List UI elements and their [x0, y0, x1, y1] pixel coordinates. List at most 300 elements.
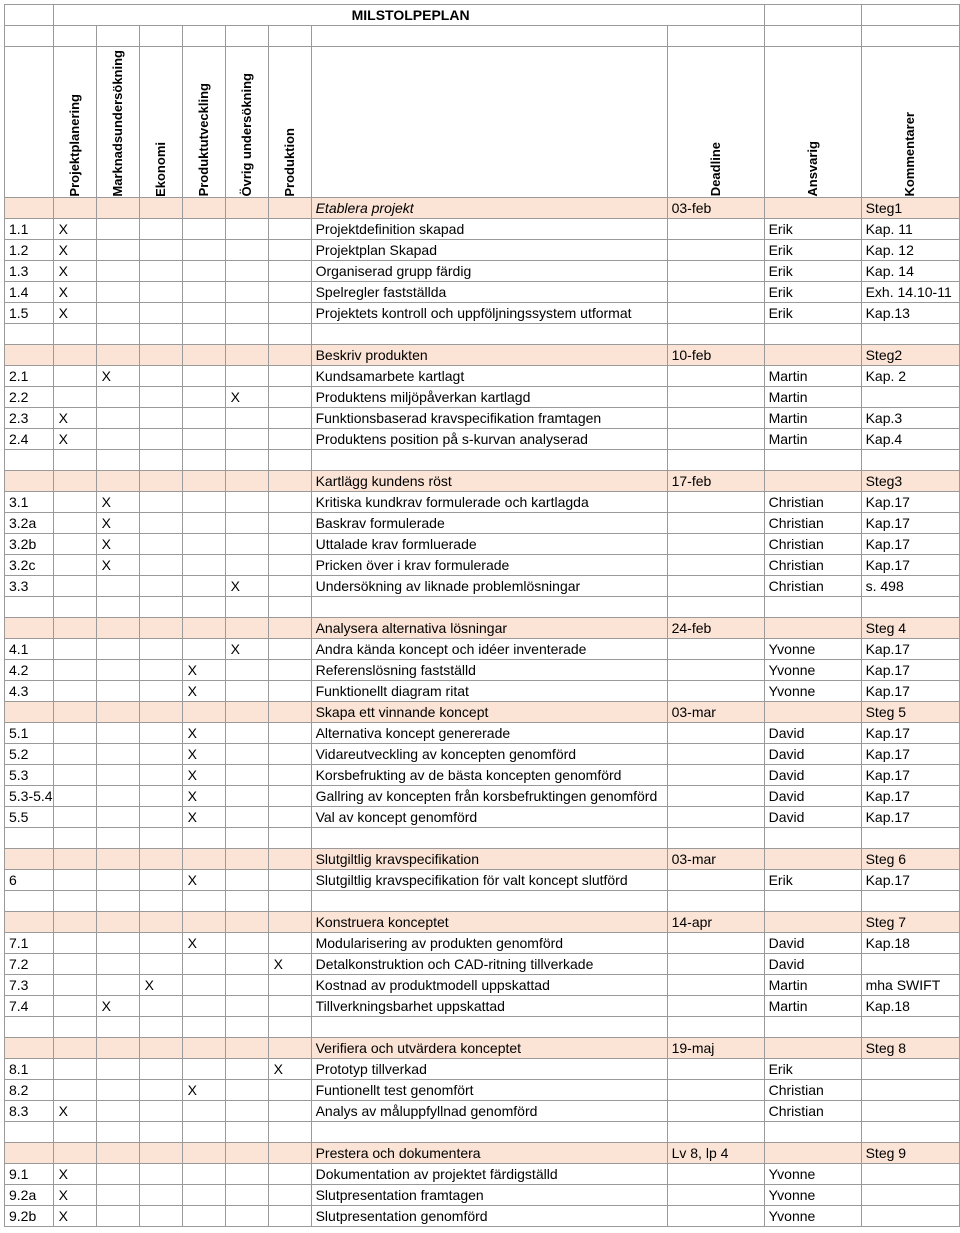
cell[interactable] — [139, 1142, 182, 1163]
responsible-cell[interactable]: Martin — [764, 995, 861, 1016]
deadline-cell[interactable] — [667, 869, 764, 890]
header-projektplanering[interactable]: Projektplanering — [53, 47, 96, 198]
header-produktion[interactable]: Produktion — [268, 47, 311, 198]
cell[interactable] — [53, 1079, 96, 1100]
comment-cell[interactable] — [861, 953, 959, 974]
cell[interactable] — [139, 344, 182, 365]
cell[interactable] — [764, 596, 861, 617]
cell[interactable] — [139, 512, 182, 533]
cell[interactable] — [225, 512, 268, 533]
cell[interactable] — [139, 449, 182, 470]
task-cell[interactable]: Tillverkningsbarhet uppskattad — [311, 995, 667, 1016]
cell[interactable] — [53, 596, 96, 617]
cell[interactable] — [861, 449, 959, 470]
task-cell[interactable]: Korsbefrukting av de bästa koncepten genomförd — [311, 764, 667, 785]
cell[interactable] — [182, 197, 225, 218]
cell[interactable] — [139, 1079, 182, 1100]
responsible-cell[interactable]: Christian — [764, 554, 861, 575]
responsible-cell[interactable]: Yvonne — [764, 659, 861, 680]
cell[interactable] — [311, 449, 667, 470]
cell[interactable] — [268, 1205, 311, 1226]
responsible-cell[interactable]: David — [764, 743, 861, 764]
comment-cell[interactable]: Kap.17 — [861, 638, 959, 659]
comment-cell[interactable]: Steg 4 — [861, 617, 959, 638]
cell[interactable] — [139, 281, 182, 302]
cell[interactable] — [96, 1142, 139, 1163]
cell[interactable] — [268, 239, 311, 260]
task-cell[interactable]: Produktens miljöpåverkan kartlagd — [311, 386, 667, 407]
cell[interactable] — [53, 638, 96, 659]
comment-cell[interactable]: Kap.17 — [861, 680, 959, 701]
phase-title[interactable]: Analysera alternativa lösningar — [311, 617, 667, 638]
responsible-cell[interactable]: Yvonne — [764, 1205, 861, 1226]
deadline-cell[interactable] — [667, 260, 764, 281]
row-number[interactable]: 5.1 — [5, 722, 54, 743]
cell[interactable] — [139, 617, 182, 638]
cell[interactable] — [5, 344, 54, 365]
cell[interactable] — [225, 344, 268, 365]
cell[interactable] — [268, 743, 311, 764]
cell[interactable] — [182, 890, 225, 911]
cell[interactable] — [861, 827, 959, 848]
cell[interactable] — [96, 869, 139, 890]
deadline-cell[interactable]: 17-feb — [667, 470, 764, 491]
cell[interactable] — [139, 1163, 182, 1184]
cell[interactable] — [96, 449, 139, 470]
cell[interactable] — [96, 302, 139, 323]
phase-title[interactable]: Etablera projekt — [311, 197, 667, 218]
check-mark[interactable]: X — [96, 995, 139, 1016]
cell[interactable] — [667, 1016, 764, 1037]
cell[interactable] — [182, 239, 225, 260]
cell[interactable] — [96, 659, 139, 680]
cell[interactable] — [182, 344, 225, 365]
row-number[interactable]: 5.3-5.4 — [5, 785, 54, 806]
responsible-cell[interactable]: Erik — [764, 260, 861, 281]
cell[interactable] — [311, 890, 667, 911]
task-cell[interactable]: Produktens position på s-kurvan analyserad — [311, 428, 667, 449]
phase-title[interactable]: Verifiera och utvärdera konceptet — [311, 1037, 667, 1058]
check-mark[interactable]: X — [96, 512, 139, 533]
cell[interactable] — [53, 470, 96, 491]
cell[interactable] — [53, 701, 96, 722]
responsible-cell[interactable]: Erik — [764, 869, 861, 890]
task-cell[interactable]: Modularisering av produkten genomförd — [311, 932, 667, 953]
cell[interactable] — [225, 302, 268, 323]
cell[interactable] — [268, 638, 311, 659]
header-marknadsundersokning[interactable]: Marknadsundersökning — [96, 47, 139, 198]
cell[interactable] — [182, 1142, 225, 1163]
cell[interactable] — [53, 365, 96, 386]
cell[interactable] — [268, 554, 311, 575]
cell[interactable] — [268, 575, 311, 596]
row-number[interactable]: 7.3 — [5, 974, 54, 995]
cell[interactable] — [182, 827, 225, 848]
cell[interactable] — [268, 596, 311, 617]
cell[interactable] — [5, 848, 54, 869]
cell[interactable] — [139, 470, 182, 491]
deadline-cell[interactable] — [667, 953, 764, 974]
task-cell[interactable]: Undersökning av liknade problemlösningar — [311, 575, 667, 596]
cell[interactable] — [53, 995, 96, 1016]
row-number[interactable]: 9.2b — [5, 1205, 54, 1226]
comment-cell[interactable]: Kap. 14 — [861, 260, 959, 281]
responsible-cell[interactable]: Christian — [764, 1079, 861, 1100]
comment-cell[interactable]: Kap.17 — [861, 869, 959, 890]
check-mark[interactable]: X — [182, 869, 225, 890]
deadline-cell[interactable] — [667, 995, 764, 1016]
header-ansvarig[interactable]: Ansvarig — [764, 47, 861, 198]
cell[interactable] — [96, 1079, 139, 1100]
cell[interactable] — [182, 1184, 225, 1205]
check-mark[interactable]: X — [53, 218, 96, 239]
cell[interactable] — [764, 1121, 861, 1142]
cell[interactable] — [268, 806, 311, 827]
cell[interactable] — [53, 890, 96, 911]
responsible-cell[interactable]: Christian — [764, 533, 861, 554]
deadline-cell[interactable] — [667, 302, 764, 323]
cell[interactable] — [53, 659, 96, 680]
cell[interactable] — [53, 785, 96, 806]
deadline-cell[interactable] — [667, 1184, 764, 1205]
row-number[interactable]: 8.1 — [5, 1058, 54, 1079]
task-cell[interactable]: Prototyp tillverkad — [311, 1058, 667, 1079]
task-cell[interactable]: Val av koncept genomförd — [311, 806, 667, 827]
cell[interactable] — [182, 974, 225, 995]
cell[interactable] — [182, 638, 225, 659]
cell[interactable] — [225, 764, 268, 785]
cell[interactable] — [225, 806, 268, 827]
check-mark[interactable]: X — [182, 659, 225, 680]
cell[interactable] — [182, 281, 225, 302]
deadline-cell[interactable] — [667, 575, 764, 596]
task-cell[interactable]: Vidareutveckling av koncepten genomförd — [311, 743, 667, 764]
cell[interactable] — [53, 764, 96, 785]
cell[interactable] — [5, 701, 54, 722]
cell[interactable] — [96, 1016, 139, 1037]
row-number[interactable]: 5.3 — [5, 764, 54, 785]
cell[interactable] — [96, 743, 139, 764]
cell[interactable] — [268, 1184, 311, 1205]
task-cell[interactable]: Dokumentation av projektet färdigställd — [311, 1163, 667, 1184]
cell[interactable] — [96, 890, 139, 911]
cell[interactable] — [225, 1079, 268, 1100]
comment-cell[interactable] — [861, 1205, 959, 1226]
cell[interactable] — [5, 890, 54, 911]
cell[interactable] — [225, 197, 268, 218]
cell[interactable] — [96, 722, 139, 743]
deadline-cell[interactable] — [667, 512, 764, 533]
task-cell[interactable]: Andra kända koncept och idéer inventerade — [311, 638, 667, 659]
cell[interactable] — [225, 1121, 268, 1142]
cell[interactable] — [139, 911, 182, 932]
deadline-cell[interactable] — [667, 722, 764, 743]
task-cell[interactable]: Organiserad grupp färdig — [311, 260, 667, 281]
comment-cell[interactable]: Kap.3 — [861, 407, 959, 428]
comment-cell[interactable]: Steg1 — [861, 197, 959, 218]
cell[interactable] — [53, 680, 96, 701]
cell[interactable] — [225, 281, 268, 302]
cell[interactable] — [139, 197, 182, 218]
cell[interactable] — [311, 596, 667, 617]
responsible-cell[interactable]: Erik — [764, 1058, 861, 1079]
cell[interactable] — [764, 890, 861, 911]
header-ovrig-undersokning[interactable]: Övrig undersökning — [225, 47, 268, 198]
cell[interactable] — [53, 491, 96, 512]
responsible-cell[interactable]: David — [764, 932, 861, 953]
cell[interactable] — [225, 869, 268, 890]
deadline-cell[interactable] — [667, 680, 764, 701]
check-mark[interactable]: X — [53, 1163, 96, 1184]
comment-cell[interactable]: Kap.18 — [861, 995, 959, 1016]
comment-cell[interactable]: Kap.17 — [861, 722, 959, 743]
comment-cell[interactable]: Steg 9 — [861, 1142, 959, 1163]
deadline-cell[interactable]: 14-apr — [667, 911, 764, 932]
cell[interactable] — [268, 512, 311, 533]
cell[interactable] — [268, 449, 311, 470]
comment-cell[interactable] — [861, 1163, 959, 1184]
cell[interactable] — [5, 1142, 54, 1163]
check-mark[interactable]: X — [53, 260, 96, 281]
cell[interactable] — [5, 323, 54, 344]
cell[interactable] — [96, 470, 139, 491]
cell[interactable] — [139, 1016, 182, 1037]
cell[interactable] — [96, 1100, 139, 1121]
row-number[interactable]: 7.1 — [5, 932, 54, 953]
cell[interactable] — [5, 1016, 54, 1037]
cell[interactable] — [861, 596, 959, 617]
cell[interactable] — [53, 1058, 96, 1079]
deadline-cell[interactable]: 03-mar — [667, 848, 764, 869]
cell[interactable] — [225, 533, 268, 554]
row-number[interactable]: 3.2a — [5, 512, 54, 533]
deadline-cell[interactable]: 03-feb — [667, 197, 764, 218]
cell[interactable] — [96, 323, 139, 344]
task-cell[interactable]: Slutpresentation genomförd — [311, 1205, 667, 1226]
cell[interactable] — [268, 407, 311, 428]
row-number[interactable]: 1.1 — [5, 218, 54, 239]
cell[interactable] — [667, 323, 764, 344]
responsible-cell[interactable]: Yvonne — [764, 1163, 861, 1184]
cell[interactable] — [764, 827, 861, 848]
deadline-cell[interactable] — [667, 743, 764, 764]
check-mark[interactable]: X — [139, 974, 182, 995]
comment-cell[interactable]: Kap.13 — [861, 302, 959, 323]
cell[interactable] — [5, 197, 54, 218]
row-number[interactable]: 4.2 — [5, 659, 54, 680]
task-cell[interactable]: Analys av måluppfyllnad genomförd — [311, 1100, 667, 1121]
cell[interactable] — [225, 554, 268, 575]
task-cell[interactable]: Funktionsbaserad kravspecifikation framtagen — [311, 407, 667, 428]
comment-cell[interactable] — [861, 1058, 959, 1079]
cell[interactable] — [139, 869, 182, 890]
cell[interactable] — [268, 617, 311, 638]
cell[interactable] — [225, 659, 268, 680]
cell[interactable] — [5, 617, 54, 638]
cell[interactable] — [861, 890, 959, 911]
check-mark[interactable]: X — [53, 1184, 96, 1205]
cell[interactable] — [268, 827, 311, 848]
cell[interactable] — [139, 302, 182, 323]
cell[interactable] — [182, 386, 225, 407]
row-number[interactable]: 5.5 — [5, 806, 54, 827]
deadline-cell[interactable] — [667, 533, 764, 554]
cell[interactable] — [139, 1058, 182, 1079]
cell[interactable] — [53, 386, 96, 407]
check-mark[interactable]: X — [96, 533, 139, 554]
deadline-cell[interactable] — [667, 554, 764, 575]
cell[interactable] — [225, 680, 268, 701]
cell[interactable] — [268, 680, 311, 701]
deadline-cell[interactable]: 03-mar — [667, 701, 764, 722]
cell[interactable] — [268, 764, 311, 785]
header-ekonomi[interactable]: Ekonomi — [139, 47, 182, 198]
cell[interactable] — [53, 1121, 96, 1142]
check-mark[interactable]: X — [182, 680, 225, 701]
cell[interactable] — [268, 344, 311, 365]
comment-cell[interactable] — [861, 1100, 959, 1121]
cell[interactable] — [53, 827, 96, 848]
task-cell[interactable]: Pricken över i krav formulerade — [311, 554, 667, 575]
row-number[interactable]: 8.3 — [5, 1100, 54, 1121]
cell[interactable] — [268, 869, 311, 890]
check-mark[interactable]: X — [53, 428, 96, 449]
cell[interactable] — [53, 1016, 96, 1037]
comment-cell[interactable]: Kap.18 — [861, 932, 959, 953]
cell[interactable] — [139, 827, 182, 848]
cell[interactable] — [53, 932, 96, 953]
cell[interactable] — [268, 701, 311, 722]
cell[interactable] — [139, 953, 182, 974]
cell[interactable] — [139, 1184, 182, 1205]
responsible-cell[interactable]: Martin — [764, 386, 861, 407]
task-cell[interactable]: Projektets kontroll och uppföljningssystem utformat — [311, 302, 667, 323]
phase-title[interactable]: Prestera och dokumentera — [311, 1142, 667, 1163]
cell[interactable] — [5, 596, 54, 617]
cell[interactable] — [225, 1037, 268, 1058]
row-number[interactable]: 3.1 — [5, 491, 54, 512]
cell[interactable] — [225, 428, 268, 449]
row-number[interactable]: 3.3 — [5, 575, 54, 596]
cell[interactable] — [764, 323, 861, 344]
deadline-cell[interactable]: 19-maj — [667, 1037, 764, 1058]
deadline-cell[interactable] — [667, 491, 764, 512]
cell[interactable] — [764, 1037, 861, 1058]
cell[interactable] — [182, 218, 225, 239]
cell[interactable] — [667, 827, 764, 848]
deadline-cell[interactable] — [667, 1079, 764, 1100]
cell[interactable] — [139, 701, 182, 722]
cell[interactable] — [5, 449, 54, 470]
cell[interactable] — [225, 239, 268, 260]
cell[interactable] — [139, 1121, 182, 1142]
row-number[interactable]: 4.1 — [5, 638, 54, 659]
cell[interactable] — [268, 722, 311, 743]
cell[interactable] — [96, 617, 139, 638]
cell[interactable] — [268, 890, 311, 911]
cell[interactable] — [53, 806, 96, 827]
cell[interactable] — [764, 470, 861, 491]
cell[interactable] — [268, 323, 311, 344]
responsible-cell[interactable]: Erik — [764, 218, 861, 239]
cell[interactable] — [139, 575, 182, 596]
responsible-cell[interactable]: Yvonne — [764, 680, 861, 701]
cell[interactable] — [268, 218, 311, 239]
cell[interactable] — [225, 491, 268, 512]
cell[interactable] — [139, 554, 182, 575]
comment-cell[interactable]: s. 498 — [861, 575, 959, 596]
comment-cell[interactable]: Kap.17 — [861, 659, 959, 680]
cell[interactable] — [139, 365, 182, 386]
cell[interactable] — [53, 449, 96, 470]
cell[interactable] — [96, 344, 139, 365]
cell[interactable] — [225, 974, 268, 995]
check-mark[interactable]: X — [182, 785, 225, 806]
deadline-cell[interactable] — [667, 239, 764, 260]
cell[interactable] — [139, 743, 182, 764]
deadline-cell[interactable] — [667, 218, 764, 239]
row-number[interactable]: 8.2 — [5, 1079, 54, 1100]
cell[interactable] — [225, 1205, 268, 1226]
cell[interactable] — [225, 911, 268, 932]
cell[interactable] — [225, 596, 268, 617]
cell[interactable] — [764, 344, 861, 365]
cell[interactable] — [268, 302, 311, 323]
cell[interactable] — [764, 1016, 861, 1037]
row-number[interactable]: 6 — [5, 869, 54, 890]
cell[interactable] — [268, 1016, 311, 1037]
check-mark[interactable]: X — [182, 806, 225, 827]
cell[interactable] — [182, 449, 225, 470]
cell[interactable] — [861, 1121, 959, 1142]
row-number[interactable]: 2.4 — [5, 428, 54, 449]
cell[interactable] — [139, 407, 182, 428]
check-mark[interactable]: X — [182, 764, 225, 785]
cell[interactable] — [53, 197, 96, 218]
cell[interactable] — [268, 428, 311, 449]
cell[interactable] — [225, 218, 268, 239]
cell[interactable] — [53, 974, 96, 995]
cell[interactable] — [268, 533, 311, 554]
task-cell[interactable]: Funtionellt test genomfört — [311, 1079, 667, 1100]
cell[interactable] — [53, 554, 96, 575]
responsible-cell[interactable]: Christian — [764, 491, 861, 512]
responsible-cell[interactable]: Erik — [764, 239, 861, 260]
comment-cell[interactable]: Exh. 14.10-11 — [861, 281, 959, 302]
deadline-cell[interactable] — [667, 785, 764, 806]
comment-cell[interactable]: Kap.4 — [861, 428, 959, 449]
cell[interactable] — [268, 1142, 311, 1163]
deadline-cell[interactable] — [667, 1058, 764, 1079]
cell[interactable] — [96, 1037, 139, 1058]
responsible-cell[interactable]: Martin — [764, 974, 861, 995]
row-number[interactable]: 7.2 — [5, 953, 54, 974]
cell[interactable] — [764, 911, 861, 932]
cell[interactable] — [182, 848, 225, 869]
row-number[interactable]: 1.2 — [5, 239, 54, 260]
check-mark[interactable]: X — [268, 953, 311, 974]
phase-title[interactable]: Slutgiltlig kravspecifikation — [311, 848, 667, 869]
phase-title[interactable]: Beskriv produkten — [311, 344, 667, 365]
cell[interactable] — [182, 1121, 225, 1142]
cell[interactable] — [96, 806, 139, 827]
cell[interactable] — [225, 890, 268, 911]
task-cell[interactable]: Kritiska kundkrav formulerade och kartlagda — [311, 491, 667, 512]
task-cell[interactable]: Uttalade krav formluerade — [311, 533, 667, 554]
cell[interactable] — [5, 827, 54, 848]
cell[interactable] — [96, 953, 139, 974]
check-mark[interactable]: X — [225, 575, 268, 596]
